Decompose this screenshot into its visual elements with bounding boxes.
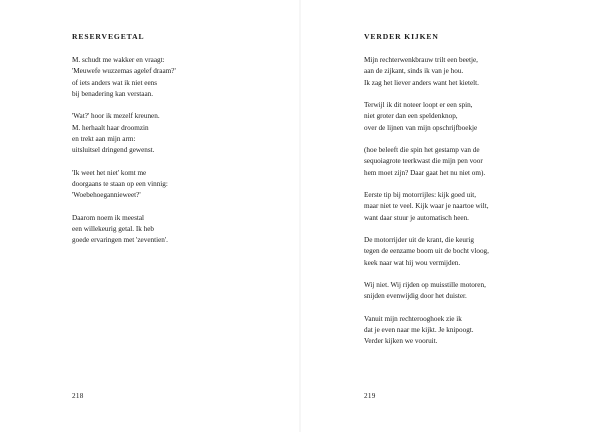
poem-line: Ik zag het liever anders want het kietelt. xyxy=(364,78,479,87)
poem-body xyxy=(364,55,570,359)
poem-line: hem moet zijn? Daar gaat het nu niet om). xyxy=(364,168,486,177)
poem-line: 'Wat?' hoor ik mezelf kreunen. xyxy=(72,112,160,121)
poem-line: 'Ik weet het niet' komt me xyxy=(72,168,147,177)
poem-line: goede ervaringen met 'zeventien'. xyxy=(72,236,168,245)
poem-line: want daar stuur je automatisch heen. xyxy=(364,213,469,222)
stanza xyxy=(364,235,570,269)
poem-line: De motorrijder uit de krant, die keurig xyxy=(364,235,474,244)
poem-line: 'Meuwefe wuzzemas agelef draam?' xyxy=(72,67,176,76)
poem-line: dat je even naar me kijkt. Je knipoogt. xyxy=(364,325,474,334)
poem-line: sequoiagrote teerkwast die mijn pen voor xyxy=(364,157,483,166)
poem-line: Verder kijken we vooruit. xyxy=(364,337,438,346)
poem-line: Daarom noem ik meestal xyxy=(72,213,145,222)
poem-line: Wij niet. Wij rijden op muisstille motoren, xyxy=(364,280,486,289)
poem-line: aan de zijkant, sinds ik van je hou. xyxy=(364,67,464,76)
right-page xyxy=(300,0,600,432)
poem-line: Mijn rechterwenkbrauw trilt een beetje, xyxy=(364,56,478,64)
stanza xyxy=(364,314,570,348)
poem-line: doorgaans te staan op een vinnig: xyxy=(72,179,168,188)
poem-title: VERDER KIJKEN xyxy=(364,32,439,41)
poem-line: tegen de eenzame boom uit de bocht vloog, xyxy=(364,247,489,256)
poem-line: en trekt aan mijn arm: xyxy=(72,134,136,143)
stanza xyxy=(364,145,570,179)
poem-line: keek naar wat hij wou vermijden. xyxy=(364,258,461,267)
stanza xyxy=(72,111,272,156)
poem-line: een willekeurig getal. Ik heb xyxy=(72,224,155,233)
poem-line: snijden evenwijdig door het duister. xyxy=(364,292,467,301)
stanza xyxy=(364,190,570,224)
stanza xyxy=(364,280,570,303)
poem-line: (hoe beleeft die spin het gestamp van de xyxy=(364,145,480,154)
stanza xyxy=(364,100,570,134)
page-number: 218 xyxy=(72,392,84,400)
poem-line: Eerste tip bij motorrijles: kijk goed uit, xyxy=(364,190,476,199)
poem-line: Terwijl ik dit noteer loopt er een spin, xyxy=(364,100,473,109)
poem-line: maar niet te veel. Kijk waar je naartoe wilt, xyxy=(364,202,489,211)
stanza xyxy=(72,168,272,202)
poem-line: niet groter dan een speldenknop, xyxy=(364,112,458,121)
poem-line: over de lijnen van mijn opschrijfboekje xyxy=(364,123,478,132)
poem-line: Vanuit mijn rechterooghoek zie ik xyxy=(364,314,462,323)
poem-title: RESERVEGETAL xyxy=(72,32,145,41)
stanza xyxy=(72,213,272,247)
poem-line: uitsluitsel dringend gewenst. xyxy=(72,146,155,155)
poem-line: 'Woebehoegannieweet?' xyxy=(72,191,141,200)
poem-line: M. schudt me wakker en vraagt: xyxy=(72,56,165,64)
poem-line: bij benadering kan verstaan. xyxy=(72,89,154,98)
poem-line: M. herhaalt haar droomzin xyxy=(72,123,149,132)
stanza xyxy=(364,55,570,89)
page-number: 219 xyxy=(364,392,376,400)
poem-line: of iets anders wat ik niet eens xyxy=(72,78,158,87)
poem-body xyxy=(72,55,272,258)
stanza xyxy=(72,55,272,100)
